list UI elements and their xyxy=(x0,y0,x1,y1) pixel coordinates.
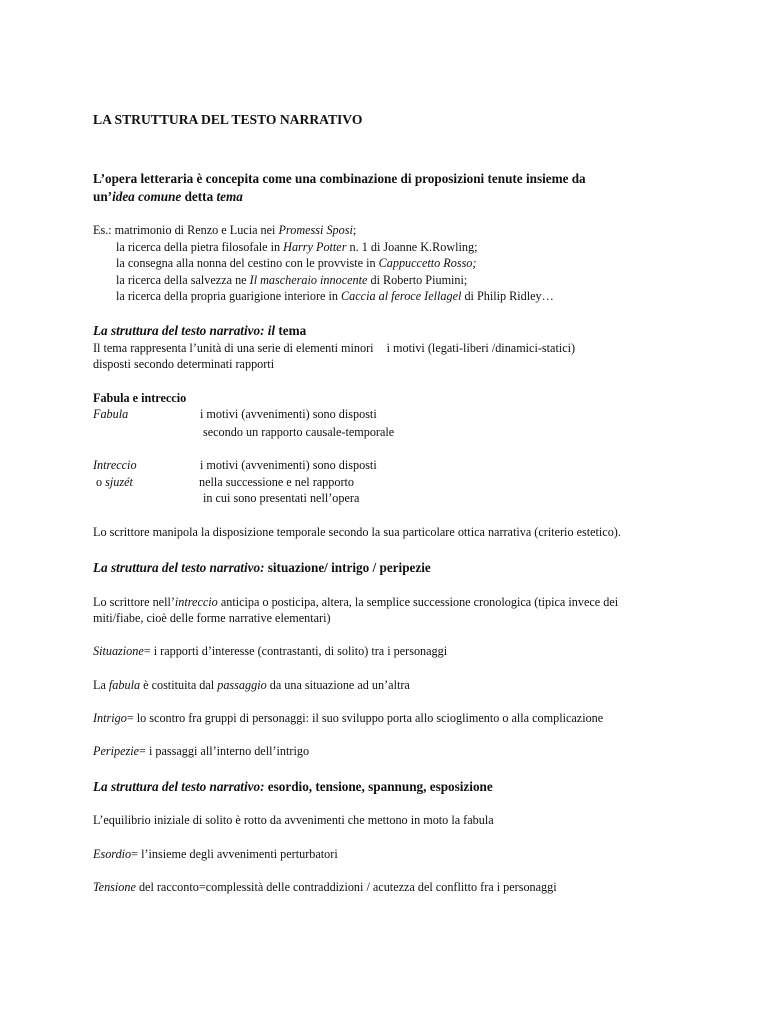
definition-text: = lo scontro fra gruppi di personaggi: il suo sviluppo porta allo scioglimento o alla complicazione xyxy=(126,711,604,725)
section-heading-tema xyxy=(93,324,306,337)
para-text: è costituita dal xyxy=(140,678,218,692)
tema-text: Il tema rappresenta l’unità di una serie di elementi minori xyxy=(93,341,374,355)
sjuzet-term xyxy=(96,476,133,488)
intreccio-paragraph-line-2: miti/fiabe, cioè delle forme narrative elementari) xyxy=(93,611,331,625)
equilibrio-line: L’equilibrio iniziale di solito è rotto da avvenimenti che mettono in moto la fabula xyxy=(93,813,494,827)
intro-term: tema xyxy=(216,189,243,204)
example-line xyxy=(93,224,356,236)
sjuzet-word: sjuzét xyxy=(105,475,133,489)
fabula-definition: secondo un rapporto causale-temporale xyxy=(203,425,395,439)
example-text: Es.: matrimonio di Renzo e Lucia nei xyxy=(93,223,279,237)
example-line xyxy=(116,274,467,286)
heading-italic: La struttura del testo narrativo: il xyxy=(93,323,276,338)
definition-term: Esordio xyxy=(93,847,132,861)
example-text: di Roberto Piumini; xyxy=(367,273,468,287)
fabula-definition: i motivi (avvenimenti) sono disposti xyxy=(200,407,377,421)
example-work: Harry Potter xyxy=(283,240,347,254)
document-title: LA STRUTTURA DEL TESTO NARRATIVO xyxy=(93,112,363,127)
example-text: la ricerca della propria guarigione interiore in xyxy=(116,289,342,303)
example-text: la ricerca della salvezza ne xyxy=(116,273,250,287)
example-work: Cappuccetto Rosso; xyxy=(378,256,477,270)
fabula-term: Fabula xyxy=(93,407,129,421)
heading-plain: tema xyxy=(275,323,307,338)
definition-text: = l’insieme degli avvenimenti perturbatori xyxy=(131,847,338,861)
intreccio-term: Intreccio xyxy=(93,458,137,472)
tema-line-1 xyxy=(93,342,575,354)
definition-term: Intrigo xyxy=(93,711,127,725)
intro-text: un’ xyxy=(93,189,113,204)
example-text: ; xyxy=(352,223,357,237)
heading-italic: La struttura del testo narrativo: xyxy=(93,560,265,575)
heading-plain: situazione/ intrigo / peripezie xyxy=(264,560,431,575)
example-text: la consegna alla nonna del cestino con le provviste in xyxy=(116,256,379,270)
para-text: da una situazione ad un’altra xyxy=(266,678,410,692)
definition-term: Tensione xyxy=(93,880,136,894)
intro-line-2 xyxy=(93,190,243,203)
para-italic: passaggio xyxy=(217,678,267,692)
example-text: la ricerca della pietra filosofale in xyxy=(116,240,284,254)
section-heading-situazione xyxy=(93,561,431,574)
section-heading-esordio xyxy=(93,780,493,793)
para-italic: fabula xyxy=(108,678,141,692)
situazione-definition xyxy=(93,645,447,657)
sjuzet-o: o xyxy=(96,475,106,489)
definition-term: Peripezie xyxy=(93,744,140,758)
fabula-intreccio-heading: Fabula e intreccio xyxy=(93,391,187,405)
intreccio-definition: i motivi (avvenimenti) sono disposti xyxy=(200,458,377,472)
intrigo-definition xyxy=(93,712,603,724)
intro-line-1: L’opera letteraria è concepita come una combinazione di proposizioni tenute insieme da xyxy=(93,171,586,186)
example-line xyxy=(116,241,477,253)
intreccio-definition: in cui sono presentati nell’opera xyxy=(203,491,360,505)
para-text: anticipa o posticipa, altera, la semplice successione cronologica (tipica invece dei xyxy=(217,595,619,609)
intro-term: idea comune xyxy=(112,189,182,204)
para-text: La xyxy=(93,678,109,692)
heading-italic: La struttura del testo narrativo: xyxy=(93,779,265,794)
example-line xyxy=(116,290,554,302)
definition-term: Situazione xyxy=(93,644,144,658)
peripezie-definition xyxy=(93,745,309,757)
example-line xyxy=(116,257,476,269)
fabula-passaggio-line xyxy=(93,679,410,691)
definition-text: = i passaggi all’interno dell’intrigo xyxy=(139,744,310,758)
esordio-definition xyxy=(93,848,338,860)
example-text: n. 1 di Joanne K.Rowling; xyxy=(346,240,478,254)
intreccio-paragraph-line-1 xyxy=(93,596,618,608)
intreccio-definition: nella successione e nel rapporto xyxy=(199,475,354,489)
heading-plain: esordio, tensione, spannung, esposizione xyxy=(264,779,493,794)
example-text: di Philip Ridley… xyxy=(461,289,554,303)
paragraph-scrittore: Lo scrittore manipola la disposizione temporale secondo la sua particolare ottica narrativa (criterio estetico). xyxy=(93,525,621,539)
example-work: Promessi Sposi xyxy=(278,223,353,237)
definition-text: = i rapporti d’interesse (contrastanti, di solito) tra i personaggi xyxy=(143,644,448,658)
definition-text: del racconto=complessità delle contraddizioni / acutezza del conflitto fra i personaggi xyxy=(135,880,557,894)
tensione-definition xyxy=(93,881,557,893)
tema-text: i motivi (legati-liberi /dinamici-statici) xyxy=(386,341,576,355)
intro-text: detta xyxy=(181,189,217,204)
tema-line-2: disposti secondo determinati rapporti xyxy=(93,357,275,371)
example-work: Il mascheraio innocente xyxy=(249,273,368,287)
para-text: Lo scrittore nell’ xyxy=(93,595,175,609)
example-work: Caccia al feroce Iellagel xyxy=(341,289,462,303)
para-italic: intreccio xyxy=(174,595,218,609)
